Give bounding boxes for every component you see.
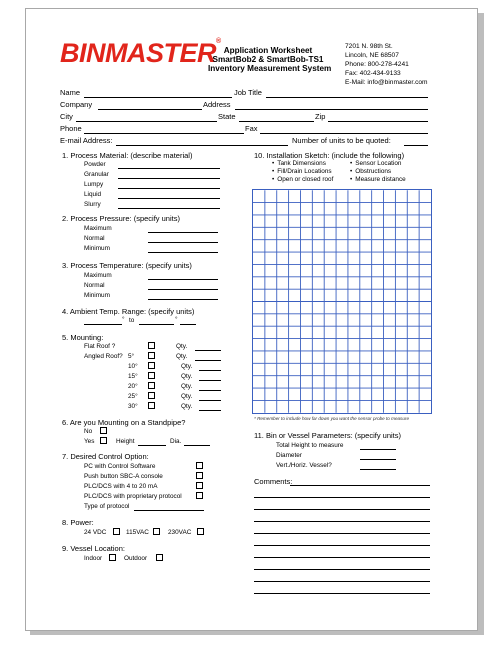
email-field[interactable] [116,145,288,146]
address-label: Address [203,100,231,109]
angle-checkbox[interactable] [148,382,155,389]
angle-label: 30° [128,403,138,410]
sketch-requirement: • Fill/Drain Locations [272,168,332,175]
binmaster-logo: BINMASTER® [60,38,221,68]
vessel-param-field[interactable] [360,469,396,470]
comments-line[interactable] [254,497,430,498]
name-field[interactable] [84,97,232,98]
state-field[interactable] [239,121,314,122]
sketch-requirement: • Sensor Location [350,160,401,167]
address-field[interactable] [235,109,428,110]
qty-field[interactable] [199,390,221,391]
flat-roof-label: Flat Roof ? [84,343,116,350]
comments-label: Comments: [254,477,293,486]
q3-field[interactable] [148,299,218,300]
q2-field[interactable] [148,242,218,243]
city-field[interactable] [76,121,217,122]
angle-checkbox[interactable] [148,402,155,409]
qty-label: Qty. [176,343,188,350]
standpipe-yes-label: Yes [84,438,95,445]
angle-label: 15° [128,373,138,380]
comments-line[interactable] [254,545,430,546]
location-option-checkbox[interactable] [156,554,163,561]
vessel-param-label: Diameter [276,452,302,459]
power-option-checkbox[interactable] [197,528,204,535]
installation-sketch-grid[interactable] [252,189,432,414]
angle-checkbox[interactable] [148,392,155,399]
phone-field[interactable] [84,133,244,134]
q3-option: Normal [84,282,105,289]
job-title-field[interactable] [266,97,428,98]
angle-checkbox[interactable] [148,352,155,359]
control-option-checkbox[interactable] [196,492,203,499]
name-label: Name [60,88,81,97]
q1-field[interactable] [118,178,220,179]
q6-label: 6. Are you Mounting on a Standpipe? [62,418,186,427]
q8-label: 8. Power: [62,518,94,527]
control-option-label: PLC/DCS with proprietary protocol [84,493,182,500]
q3-option: Maximum [84,272,112,279]
address-line: Fax: 402-434-9133 [345,70,401,77]
company-field[interactable] [98,109,202,110]
sketch-note: * Remember to include how far down you want the sensor probe to measure [254,416,409,421]
title-line-1: Application Worksheet [223,46,313,55]
q1-field[interactable] [118,188,220,189]
location-option-label: Outdoor [124,555,148,562]
comments-line[interactable] [254,557,430,558]
job-title-label: Job Title [234,88,262,97]
address-line: E-Mail: info@binmaster.com [345,79,428,86]
control-option-label: Push button SBC-A console [84,473,163,480]
angle-checkbox[interactable] [148,372,155,379]
qty-field[interactable] [199,400,221,401]
q3-field[interactable] [148,279,218,280]
units-quoted-label: Number of units to be quoted: [292,136,391,145]
q1-option: Granular [84,171,109,178]
q1-field[interactable] [118,198,220,199]
flat-roof-checkbox[interactable] [148,342,155,349]
qty-label: Qty. [176,353,188,360]
q1-field[interactable] [118,168,220,169]
q1-option: Lumpy [84,181,104,188]
q2-option: Maximum [84,225,112,232]
qty-label: Qty. [181,403,193,410]
q4-label: 4. Ambient Temp. Range: (specify units) [62,307,195,316]
location-option-label: Indoor [84,555,103,562]
power-option-checkbox[interactable] [113,528,120,535]
dia-label: Dia. [170,438,182,445]
comments-line[interactable] [254,533,430,534]
city-label: City [60,112,73,121]
q2-field[interactable] [148,232,218,233]
qty-field[interactable] [195,350,221,351]
q1-option: Powder [84,161,106,168]
standpipe-no-label: No [84,428,93,435]
protocol-type-field[interactable] [134,510,204,511]
title-line-2: SmartBob2 & SmartBob-TS1 [212,55,324,64]
q1-option: Liquid [84,191,102,198]
power-option-label: 115VAC [126,529,149,536]
degree-symbol: ° [122,316,125,323]
comments-line[interactable] [254,521,430,522]
power-option-label: 24 VDC [84,529,107,536]
qty-label: Qty. [181,363,193,370]
dia-field[interactable] [184,445,210,446]
sketch-requirement: • Obstructions [350,168,391,175]
power-option-checkbox[interactable] [153,528,160,535]
zip-label: Zip [315,112,326,121]
q3-field[interactable] [148,289,218,290]
address-line: Phone: 800-278-4241 [345,61,409,68]
standpipe-yes-checkbox[interactable] [100,437,107,444]
q1-field[interactable] [118,208,220,209]
sketch-requirement: • Tank Dimensions [272,160,326,167]
qty-label: Qty. [181,383,193,390]
ambient-units-field[interactable] [180,324,196,325]
q3-option: Minimum [84,292,110,299]
q7-label: 7. Desired Control Option: [62,452,149,461]
q2-option: Minimum [84,245,110,252]
control-option-label: PLC/DCS with 4 to 20 mA [84,483,158,490]
company-label: Company [60,100,93,109]
location-option-checkbox[interactable] [109,554,116,561]
fax-field[interactable] [260,133,428,134]
state-label: State [218,112,236,121]
degree-symbol: ° [175,316,178,323]
units-quoted-field[interactable] [404,145,428,146]
qty-label: Qty. [181,393,193,400]
address-line: Lincoln, NE 68507 [345,52,399,59]
q2-label: 2. Process Pressure: (specify units) [62,214,180,223]
qty-field[interactable] [199,370,221,371]
control-option-checkbox[interactable] [196,472,203,479]
zip-field[interactable] [328,121,428,122]
q11-label: 11. Bin or Vessel Parameters: (specify units) [254,431,402,440]
angled-roof-label: Angled Roof? [84,353,123,360]
standpipe-no-checkbox[interactable] [100,427,107,434]
vessel-param-label: Vert./Horiz. Vessel? [276,462,332,469]
vessel-param-label: Total Height to measure [276,442,344,449]
email-label: E-mail Address: [60,136,113,145]
title-line-3: Inventory Measurement System [208,64,332,73]
phone-label: Phone [60,124,82,133]
control-option-checkbox[interactable] [196,462,203,469]
vessel-param-field[interactable] [360,459,396,460]
q10-label: 10. Installation Sketch: (include the following) [254,151,405,160]
qty-field[interactable] [199,380,221,381]
height-field[interactable] [138,445,166,446]
qty-label: Qty. [181,373,193,380]
ambient-max-field[interactable] [139,324,174,325]
q2-option: Normal [84,235,105,242]
sketch-requirement: • Measure distance [350,176,406,183]
control-option-label: PC with Control Software [84,463,156,470]
comments-line[interactable] [254,593,430,594]
ambient-min-field[interactable] [84,324,122,325]
q1-label: 1. Process Material: (describe material) [62,151,193,160]
control-option-checkbox[interactable] [196,482,203,489]
height-label: Height [116,438,135,445]
q5-label: 5. Mounting: [62,333,104,342]
qty-field[interactable] [195,360,221,361]
address-line: 7201 N. 98th St. [345,43,393,50]
q9-label: 9. Vessel Location: [62,544,125,553]
comments-line[interactable] [290,485,430,486]
power-option-label: 230VAC [168,529,192,536]
q3-label: 3. Process Temperature: (specify units) [62,261,192,270]
angle-checkbox[interactable] [148,362,155,369]
qty-field[interactable] [199,410,221,411]
angle-label: 20° [128,383,138,390]
to-label: to [129,317,135,324]
angle-label: 25° [128,393,138,400]
q1-option: Slurry [84,201,101,208]
protocol-type-label: Type of protocol [84,503,130,510]
comments-line[interactable] [254,509,430,510]
q2-field[interactable] [148,252,218,253]
comments-line[interactable] [254,581,430,582]
sketch-requirement: • Open or closed roof [272,176,333,183]
angle-label: 10° [128,363,138,370]
fax-label: Fax [245,124,258,133]
comments-line[interactable] [254,569,430,570]
angle-label: 5° [128,353,135,360]
vessel-param-field[interactable] [360,449,396,450]
